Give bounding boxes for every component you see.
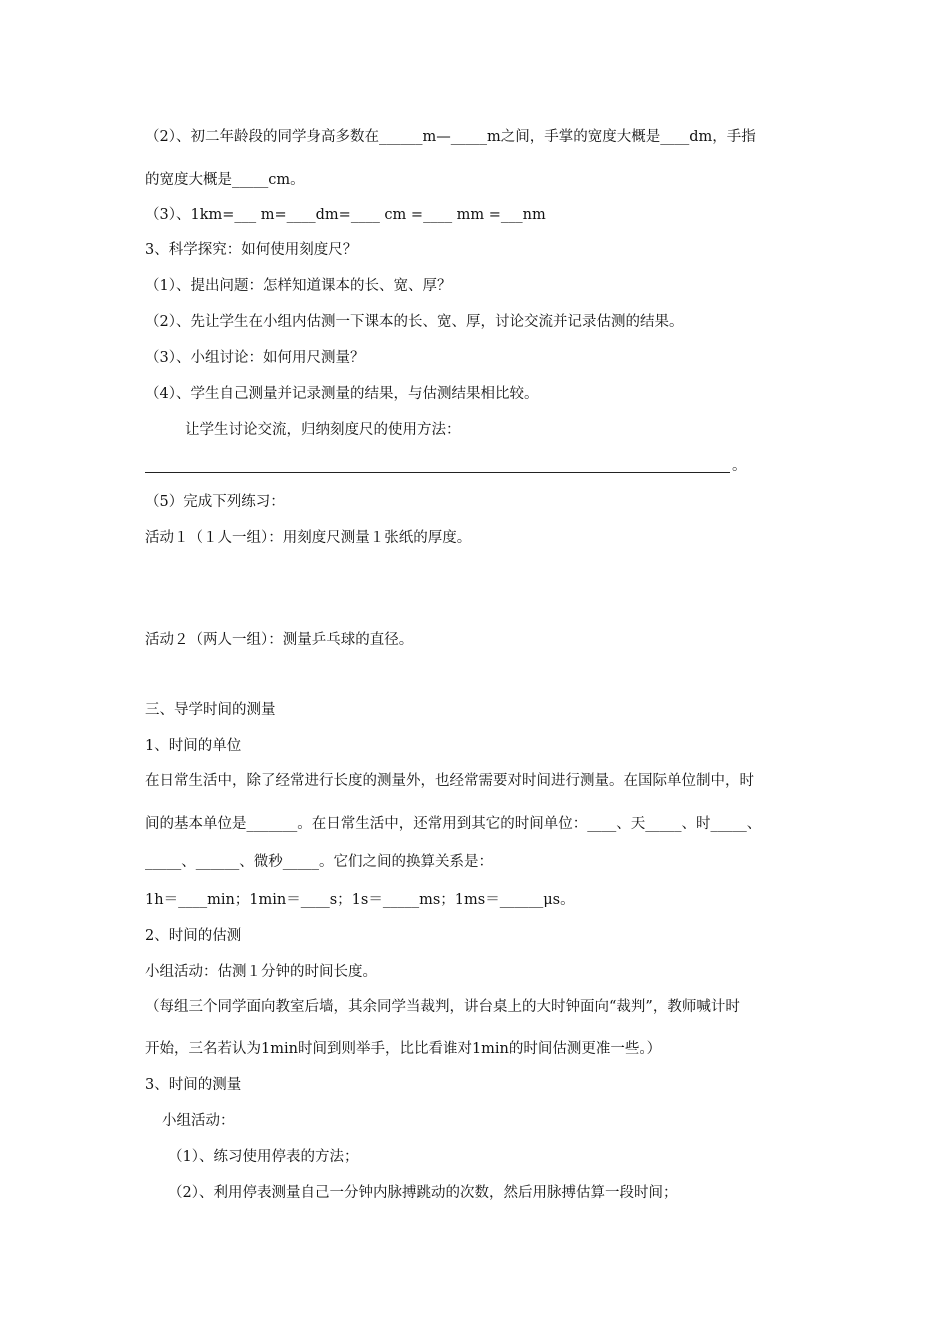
conversion-line: 1h＝____min；1min＝____s；1s＝_____ms；1ms＝______μs。	[145, 892, 575, 908]
paragraph-line: 开始，三名若认为1min时间到则举手，比比看谁对1min的时间估测更准一些。）	[145, 1041, 662, 1057]
line-2: 的宽度大概是_____cm。	[145, 172, 305, 188]
line-10: （5）完成下列练习：	[145, 494, 285, 510]
line-7: （3）、小组讨论：如何用尺测量？	[145, 350, 365, 366]
paragraph-line: 间的基本单位是_______。在日常生活中，还常用到其它的时间单位：____、天_____、时_____、	[145, 816, 762, 832]
section-heading: 2、时间的估测	[145, 928, 242, 944]
activity-1: 活动１（１人一组）：用刻度尺测量１张纸的厚度。	[145, 530, 472, 546]
paragraph-line: 在日常生活中，除了经常进行长度的测量外，也经常需要对时间进行测量。在国际单位制中，时	[145, 773, 754, 789]
section-heading: 3、科学探究：如何使用刻度尺？	[145, 242, 358, 258]
activity-2: 活动２（两人一组）：测量乒乓球的直径。	[145, 632, 414, 648]
list-item: （1）、练习使用停表的方法；	[168, 1149, 359, 1165]
line-8: （4）、学生自己测量并记录测量的结果，与估测结果相比较。	[145, 386, 539, 402]
section-heading: 3、时间的测量	[145, 1077, 242, 1093]
line-5: （1）、提出问题：怎样知道课本的长、宽、厚？	[145, 278, 452, 294]
line-9: 让学生讨论交流，归纳刻度尺的使用方法：	[185, 422, 461, 438]
paragraph-line: 小组活动：	[162, 1113, 235, 1129]
section-heading: 三、导学时间的测量	[145, 702, 276, 718]
line-1: （2）、初二年龄段的同学身高多数在______m—_____m之间，手掌的宽度大概是____dm，手指	[145, 129, 756, 145]
section-heading: 1、时间的单位	[145, 738, 242, 754]
paragraph-line: （每组三个同学面向教室后墙，其余同学当裁判，讲台桌上的大时钟面向“裁判”，教师喊计时	[145, 999, 740, 1015]
answer-rule-end: 。	[732, 458, 747, 474]
list-item: （2）、利用停表测量自己一分钟内脉搏跳动的次数，然后用脉搏估算一段时间；	[168, 1185, 678, 1201]
paragraph-line: _____、______、微秒_____。它们之间的换算关系是：	[145, 854, 493, 870]
answer-rule	[145, 472, 730, 473]
paragraph-line: 小组活动：估测１分钟的时间长度。	[145, 964, 377, 980]
line-3: （3）、1km=___ m=____dm=____ cm =____ mm =___nm	[145, 207, 546, 223]
line-6: （2）、先让学生在小组内估测一下课本的长、宽、厚，讨论交流并记录估测的结果。	[145, 314, 684, 330]
